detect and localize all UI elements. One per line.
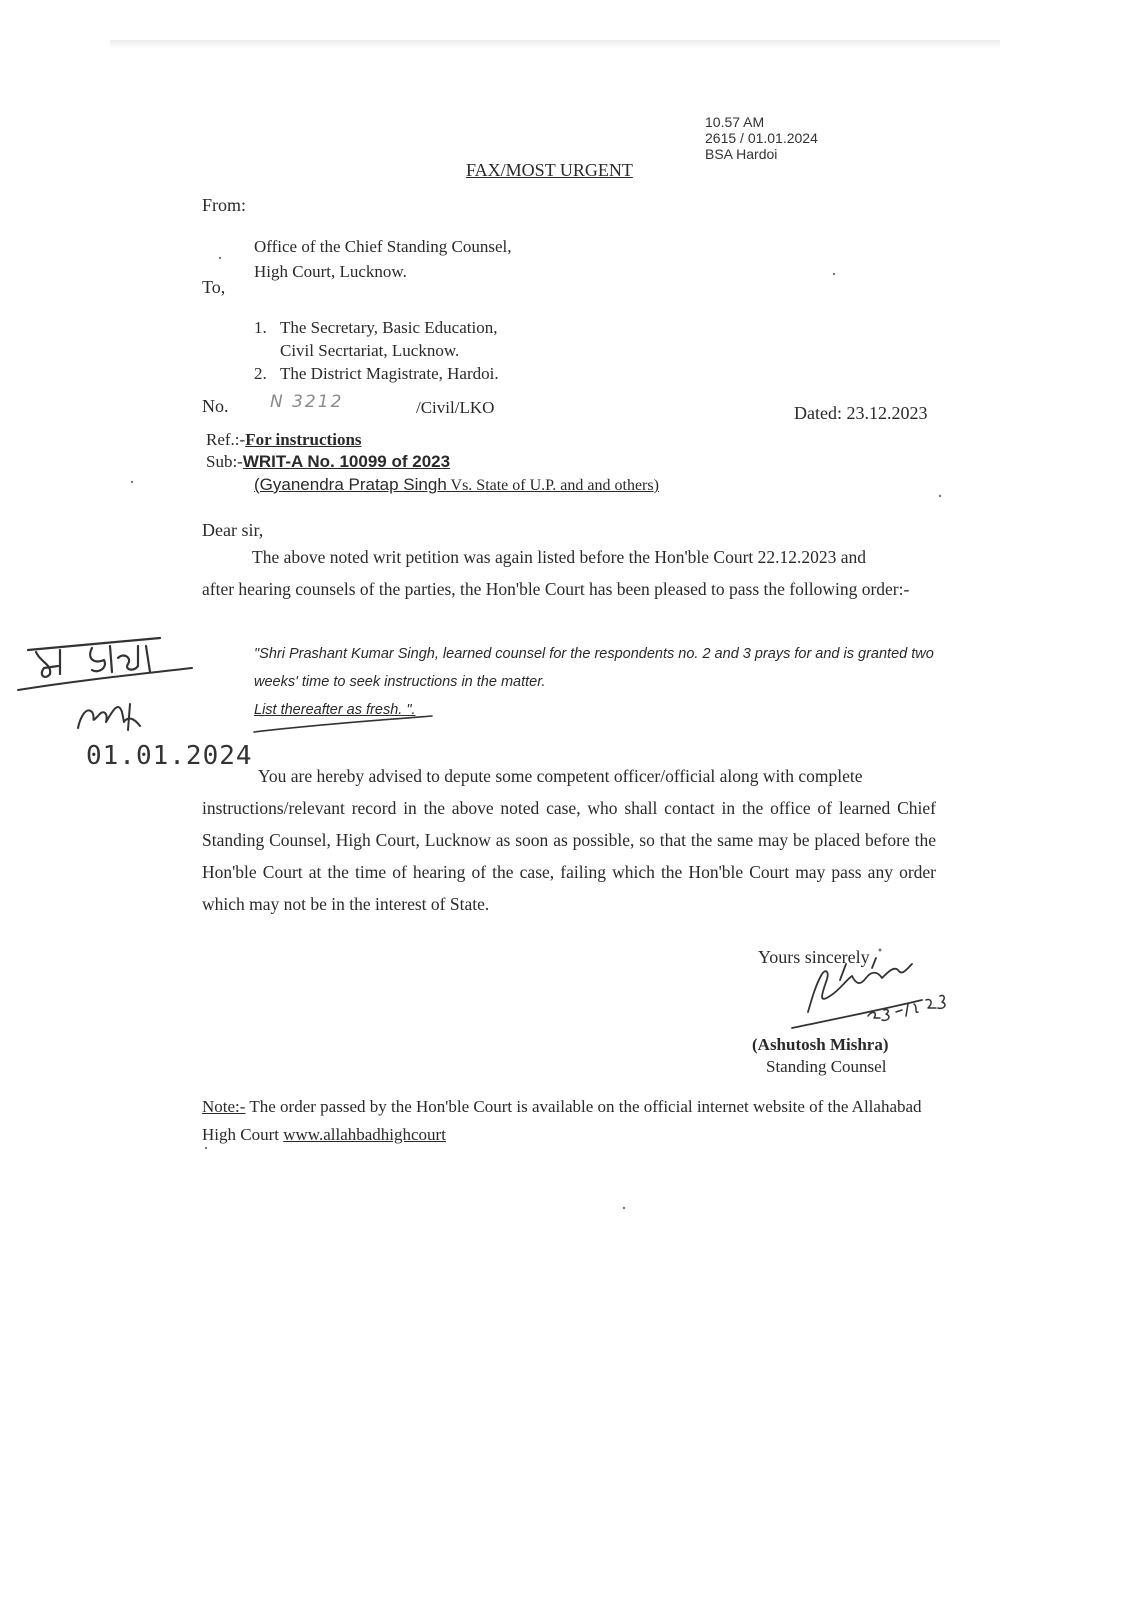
- letter-date: Dated: 23.12.2023: [794, 403, 928, 423]
- court-order-quote-last: List thereafter as fresh. ".: [254, 702, 416, 718]
- recipient-2-number: 2.: [254, 364, 267, 383]
- from-line-1: Office of the Chief Standing Counsel,: [254, 237, 512, 256]
- reference-number-handwritten: N 3212: [270, 392, 344, 412]
- quote-underline: [254, 716, 432, 732]
- from-label: From:: [202, 195, 247, 215]
- signature: [792, 958, 922, 1028]
- subject-petitioner: (Gyanendra Pratap Singh: [254, 475, 447, 494]
- scan-specks: [131, 257, 941, 1209]
- margin-underline: [18, 668, 192, 690]
- closing: Yours sincerely: [758, 947, 870, 967]
- body-paragraph-2-rest: instructions/relevant record in the above noted case, who shall contact in the office of learned Chief Standing Counsel, High Court, Lucknow as soon as possible, so that the same may be placed before the Hon'ble Court at the time of hearing of the case, failing which the Hon'ble Court may pass any order which may not be in the interest of State.: [202, 798, 936, 914]
- reference-number-suffix: /Civil/LKO: [416, 398, 495, 417]
- from-line-2: High Court, Lucknow.: [254, 262, 407, 281]
- recipient-2-line-1: The District Magistrate, Hardoi.: [280, 364, 499, 383]
- signer-name: (Ashutosh Mishra): [752, 1035, 889, 1054]
- subject-case-number: WRIT-A No. 10099 of 2023: [242, 452, 451, 471]
- letter-heading: FAX/MOST URGENT: [466, 160, 633, 180]
- note-text: The order passed by the Hon'ble Court is available on the official internet website of the Allahabad High Court: [202, 1097, 922, 1144]
- note-label: Note:-: [202, 1097, 246, 1116]
- stamp-time: 10.57 AM: [705, 114, 765, 130]
- recipient-1-line-1: The Secretary, Basic Education,: [280, 318, 498, 337]
- reference-number-label: No.: [202, 396, 229, 416]
- court-order-quote-main: "Shri Prashant Kumar Singh, learned counsel for the respondents no. 2 and 3 prays for and is granted two weeks' time to seek instructions in the matter.: [254, 646, 934, 690]
- subject-respondents: Vs. State of U.P. and and others): [446, 477, 659, 494]
- stamp-office: BSA Hardoi: [705, 146, 778, 162]
- margin-initials: [78, 704, 140, 730]
- stamp-receipt-number: 2615 / 01.01.2024: [705, 130, 818, 146]
- ref-value: For instructions: [245, 430, 362, 449]
- to-label: To,: [202, 277, 226, 297]
- note-website-link[interactable]: www.allahbadhighcourt: [283, 1125, 446, 1144]
- salutation: Dear sir,: [202, 520, 264, 540]
- recipient-1-line-2: Civil Secrtariat, Lucknow.: [280, 341, 460, 360]
- body-paragraph-2-first-line: You are hereby advised to depute some competent officer/official along with complete: [258, 766, 863, 786]
- margin-handwritten-date: 01.01.2024: [86, 741, 253, 771]
- subject-label: Sub:-: [206, 452, 243, 471]
- signer-title: Standing Counsel: [766, 1057, 887, 1076]
- body-paragraph-1-rest: after hearing counsels of the parties, the Hon'ble Court has been pleased to pass the following order:-: [202, 579, 910, 599]
- body-paragraph-1-first-line: The above noted writ petition was again listed before the Hon'ble Court 22.12.2023 and: [252, 547, 867, 567]
- margin-hindi-annotation: [28, 638, 160, 677]
- signature-date-strokes: [868, 995, 945, 1020]
- ref-label: Ref.:-: [206, 430, 246, 449]
- recipient-1-number: 1.: [254, 318, 267, 337]
